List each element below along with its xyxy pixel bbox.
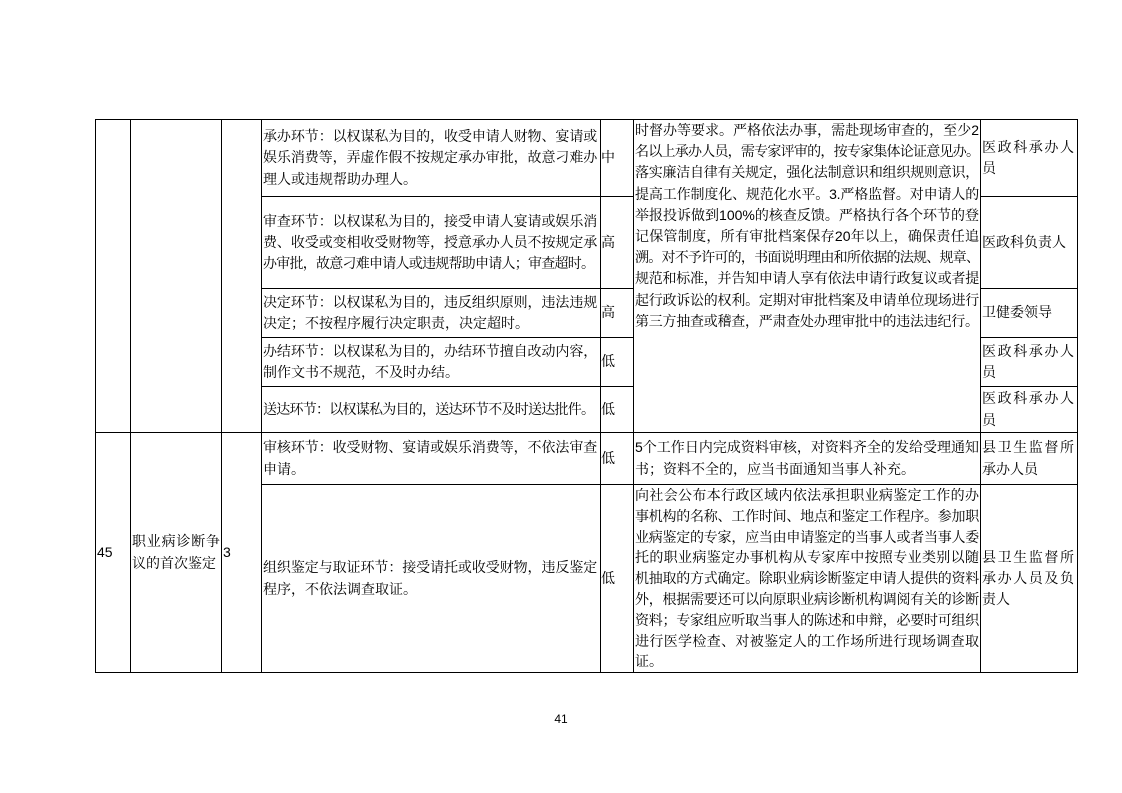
text-line: 进行医学检查、对被鉴定人的工作场所进行现场调查取: [635, 632, 979, 649]
text-line: 起行政诉讼的权利。定期对审批档案及申请单位现场进行: [635, 291, 979, 308]
text-line: 时督办等要求。严格依法办事，需赴现场审查的，至少2: [635, 122, 979, 138]
responsible-party: 卫健委领导: [982, 304, 1052, 321]
text-line: 5个工作日内完成资料审核，对资料齐全的发给受理通知: [635, 439, 979, 456]
text-line: 组织鉴定与取证环节：接受请托或收受财物，违反鉴定: [263, 559, 597, 576]
risk-level: 低: [601, 569, 615, 586]
risk-level-cell: [600, 432, 634, 485]
text-line: 制作文书不规范，不及时办结。: [263, 364, 459, 380]
risk-level-cell: [600, 484, 634, 673]
control-measures-cell: [633, 119, 981, 433]
text-line: 书；资料不全的，应当书面通知当事人补充。: [635, 460, 915, 477]
item-number: 45: [97, 543, 113, 560]
responsible-cell: [980, 432, 1078, 485]
text-line: 娱乐消费等，弄虚作假不按规定承办审批，故意刁难办: [263, 149, 597, 166]
text-line: 记保管制度，所有审批档案保存20年以上，确保责任追: [635, 228, 979, 245]
responsible-party: 县卫生监督所承办人员及负责人: [982, 548, 1074, 608]
risk-level: 低: [601, 400, 615, 417]
responsible-party: 医政科承办人员: [982, 342, 1074, 380]
risk-point-cell: [261, 119, 601, 197]
responsible-party: 县卫生监督所承办人员: [982, 439, 1074, 477]
item-count: 3: [223, 543, 231, 560]
item-number-cell: [95, 119, 131, 433]
risk-level: 高: [601, 304, 615, 321]
text-line: 程序，不依法调查取证。: [263, 580, 417, 597]
responsible-party: 医政科承办人员: [982, 138, 1074, 176]
text-line: 办审批，故意刁难申请人或违规帮助申请人；审查超时。: [263, 255, 595, 272]
responsible-party: 医政科负责人: [982, 233, 1066, 250]
risk-point-cell: [261, 432, 601, 485]
text-line: 名以上承办人员，需专家评审的，按专家集体论证意见办。: [635, 143, 979, 160]
risk-point-cell: [261, 484, 601, 673]
text-line: 理人或违规帮助办理人。: [263, 170, 417, 187]
responsible-cell: [980, 196, 1078, 289]
text-line: 向社会公布本行政区域内依法承担职业病鉴定工作的办: [635, 486, 979, 503]
text-line: 托的职业病鉴定办事机构从专家库中按照专业类别以随: [635, 549, 979, 566]
responsible-cell: [980, 119, 1078, 197]
risk-level: 低: [601, 353, 615, 370]
item-name: 职业病诊断争议的首次鉴定: [132, 533, 220, 571]
text-line: 事机构的名称、工作时间、地点和鉴定工作程序。参加职: [635, 507, 979, 524]
text-line: 证。: [635, 653, 663, 670]
risk-point-cell: [261, 196, 601, 289]
text-line: 第三方抽查或稽查，严肃查处办理审批中的违法违纪行。: [635, 312, 979, 329]
item-count-cell: [221, 119, 262, 433]
text-line: 决定环节：以权谋私为目的，违反组织原则，违法违规: [263, 293, 597, 310]
text-line: 业病鉴定的专家，应当由申请鉴定的当事人或者当事人委: [635, 528, 979, 545]
text-line: 落实廉洁自律有关规定，强化法制意识和组织规则意识，: [635, 164, 979, 181]
risk-level: 低: [601, 449, 615, 466]
item-name-cell: [130, 119, 222, 433]
text-line: 资料；专家组应听取当事人的陈述和申辩，必要时可组织: [635, 611, 979, 628]
risk-point-cell: [261, 386, 601, 433]
text-line: 溯。对不予许可的，书面说明理由和所依据的法规、规章、: [635, 249, 979, 266]
item-number-cell: [95, 432, 131, 673]
risk-level-cell: [600, 386, 634, 433]
text-line: 审查环节：以权谋私为目的，接受申请人宴请或娱乐消: [263, 212, 597, 229]
risk-point-cell: [261, 288, 601, 338]
text-line: 决定；不按程序履行决定职责，决定超时。: [263, 315, 529, 331]
responsible-cell: [980, 386, 1078, 433]
text-line: 申请。: [263, 460, 305, 477]
text-line: 费、收受或变相收受财物等，授意承办人员不按规定承: [263, 233, 597, 250]
text-line: 机抽取的方式确定。除职业病诊断鉴定申请人提供的资料: [635, 570, 979, 587]
risk-level: 中: [601, 149, 615, 166]
responsible-cell: [980, 337, 1078, 387]
item-name-cell: [130, 432, 222, 673]
text-line: 举报投诉做到100%的核查反馈。严格执行各个环节的登: [635, 206, 979, 223]
item-count-cell: [221, 432, 262, 673]
text-line: 审核环节：收受财物、宴请或娱乐消费等，不依法审查: [263, 439, 597, 456]
risk-point-cell: [261, 337, 601, 387]
text-line: 规范和标准，并告知申请人享有依法申请行政复议或者提: [635, 270, 979, 287]
text-line: 办结环节：以权谋私为目的，办结环节擅自改动内容，: [263, 342, 597, 359]
responsible-party: 医政科承办人员: [982, 390, 1074, 428]
responsible-cell: [980, 288, 1078, 338]
risk-level-cell: [600, 196, 634, 289]
text-line: 送达环节：以权谋私为目的，送达环节不及时送达批件。: [263, 400, 595, 417]
risk-level: 高: [601, 233, 615, 250]
risk-level-cell: [600, 288, 634, 338]
responsible-cell: [980, 484, 1078, 673]
control-measures-cell: [633, 484, 981, 673]
risk-level-cell: [600, 119, 634, 197]
text-line: 提高工作制度化、规范化水平。3.严格监督。对申请人的: [635, 185, 979, 202]
text-line: 外，根据需要还可以向原职业病诊断机构调阅有关的诊断: [635, 590, 979, 607]
page-number: 41: [554, 712, 568, 726]
text-line: 承办环节：以权谋私为目的，收受申请人财物、宴请或: [263, 128, 597, 145]
control-measures-cell: [633, 432, 981, 485]
risk-level-cell: [600, 337, 634, 387]
